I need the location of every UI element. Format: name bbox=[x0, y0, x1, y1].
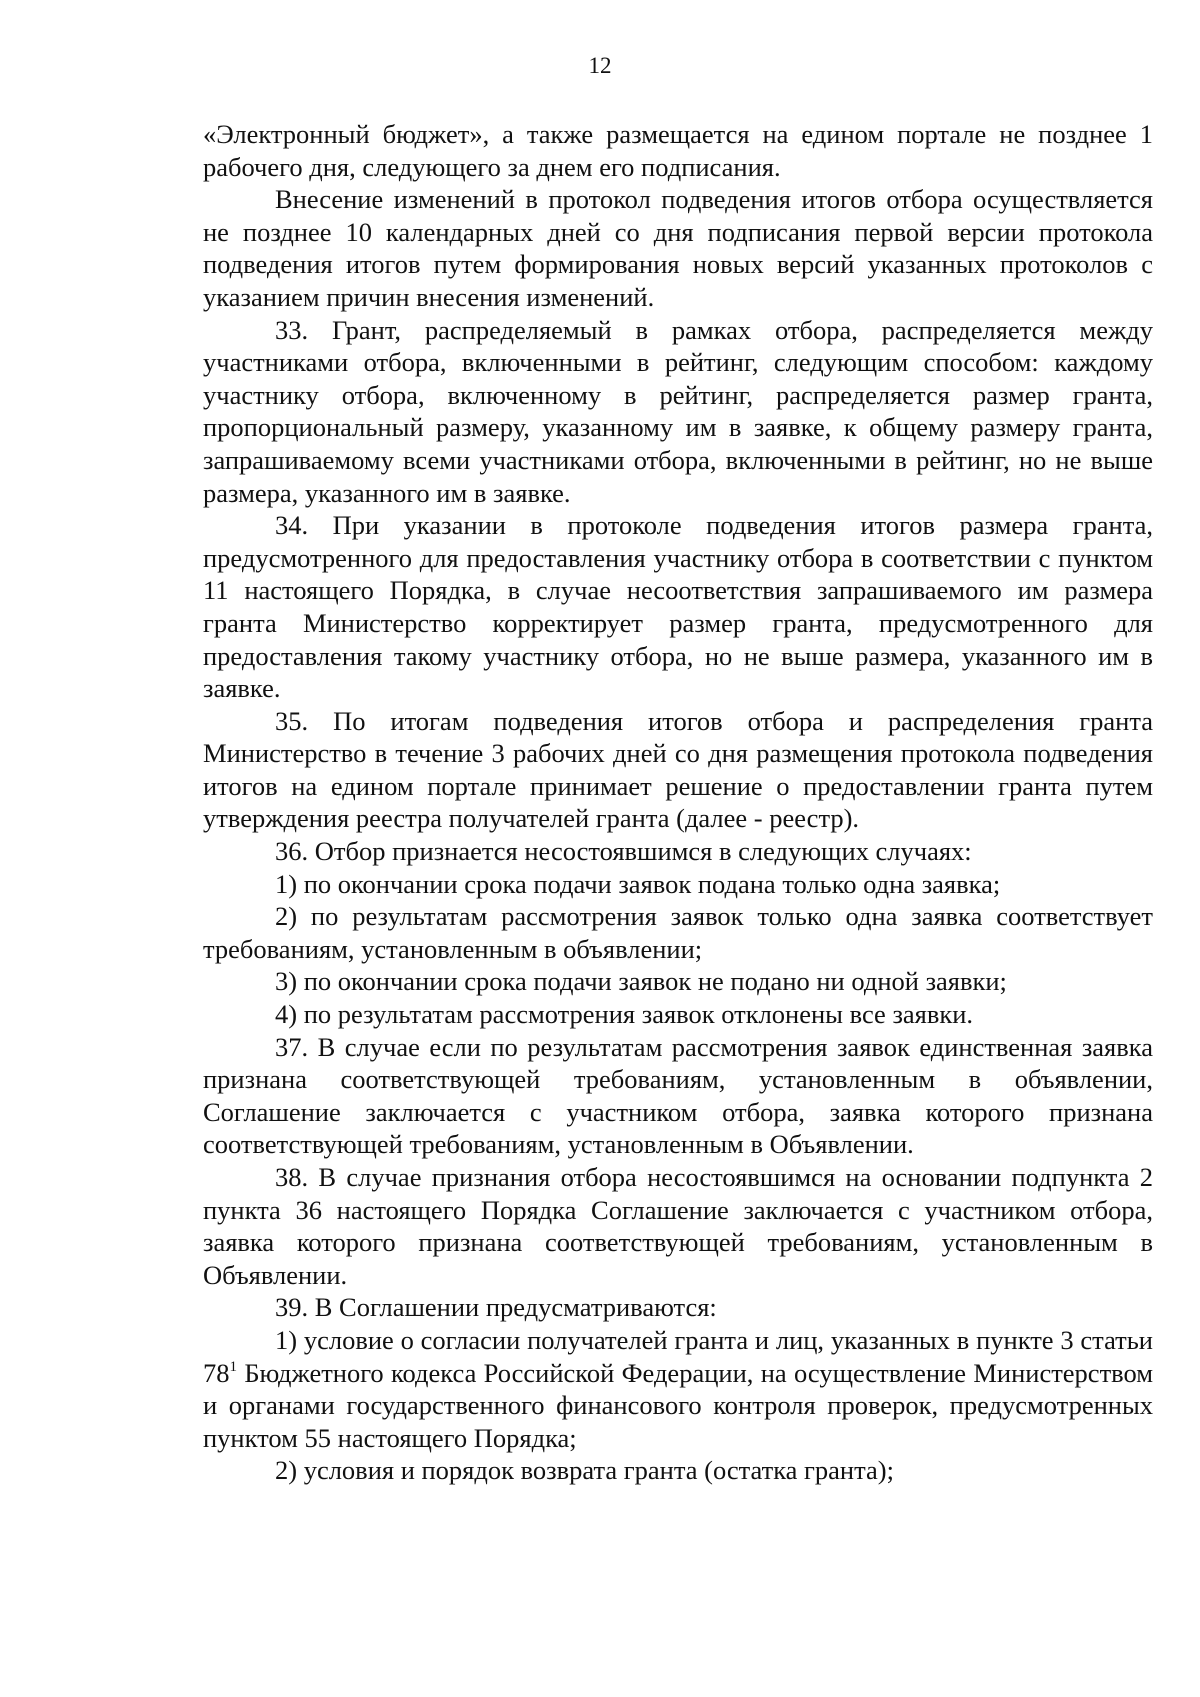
list-item bbox=[203, 1324, 1153, 1454]
paragraph: Внесение изменений в протокол подведения итогов отбора осуществляется не позднее 10 календарных дней со дня подписания первой версии протокола подведения итогов путем формирования новых версий указанных протоколов с указанием причин внесения изменений. bbox=[203, 184, 1153, 312]
paragraph-39: 39. В Соглашении предусматриваются: bbox=[275, 1292, 717, 1323]
list-item-text: 1) условие о согласии получателей гранта и лиц, указанных в пункте 3 статьи 78 bbox=[203, 1324, 1153, 1388]
paragraph-36: 36. Отбор признается несостоявшимся в следующих случаях: bbox=[275, 836, 972, 867]
superscript: 1 bbox=[229, 1358, 237, 1375]
paragraph-38: 38. В случае признания отбора несостоявшимся на основании подпункта 2 пункта 36 настоящего Порядка Соглашение заключается с участником отбора, заявка которого признана соответствующей требованиям, установленным в Объявлении. bbox=[203, 1162, 1153, 1290]
document-body bbox=[203, 118, 1153, 1487]
paragraph-35: 35. По итогам подведения итогов отбора и распределения гранта Министерство в течение 3 рабочих дней со дня размещения протокола подведения итогов на едином портале принимает решение о предоставлении гранта путем утверждения реестра получателей гранта (далее - реестр). bbox=[203, 705, 1153, 834]
paragraph-37: 37. В случае если по результатам рассмотрения заявок единственная заявка признана соответствующей требованиям, установленным в объявлении, Соглашение заключается с участником отбора, заявка которого признана соответствующей требованиям, установленным в Объявлении. bbox=[203, 1031, 1153, 1160]
list-item-text: Бюджетного кодекса Российской Федерации, на осуществление Министерством и органами государственного финансового контроля проверок, предусмотренных пунктом 55 настоящего Порядка; bbox=[203, 1357, 1153, 1453]
list-item: 4) по результатам рассмотрения заявок отклонены все заявки. bbox=[275, 999, 974, 1030]
paragraph-33: 33. Грант, распределяемый в рамках отбора, распределяется между участниками отбора, включенными в рейтинг, следующим способом: каждому участнику отбора, включенному в рейтинг, распределяется размер гранта, пропорциональный размеру, указанному им в заявке, к общему размеру гранта, запрашиваемому всеми участниками отбора, включенными в рейтинг, но не выше размера, указанного им в заявке. bbox=[203, 314, 1153, 508]
list-item: 2) по результатам рассмотрения заявок только одна заявка соответствует требованиям, установленным в объявлении; bbox=[203, 901, 1153, 964]
page-number: 12 bbox=[588, 53, 612, 78]
paragraph-34: 34. При указании в протоколе подведения итогов размера гранта, предусмотренного для предоставления участнику отбора в соответствии с пунктом 11 настоящего Порядка, в случае несоответствия запрашиваемого им размера гранта Министерство корректирует размер гранта, предусмотренного для предоставления такому участнику отбора, но не выше размера, указанного им в заявке. bbox=[203, 510, 1153, 704]
list-item: 2) условия и порядок возврата гранта (остатка гранта); bbox=[275, 1455, 894, 1486]
paragraph: «Электронный бюджет», а также размещается на едином портале не позднее 1 рабочего дня, следующего за днем его подписания. bbox=[203, 119, 1153, 182]
list-item: 1) по окончании срока подачи заявок подана только одна заявка; bbox=[275, 868, 1001, 899]
list-item: 3) по окончании срока подачи заявок не подано ни одной заявки; bbox=[275, 966, 1007, 997]
